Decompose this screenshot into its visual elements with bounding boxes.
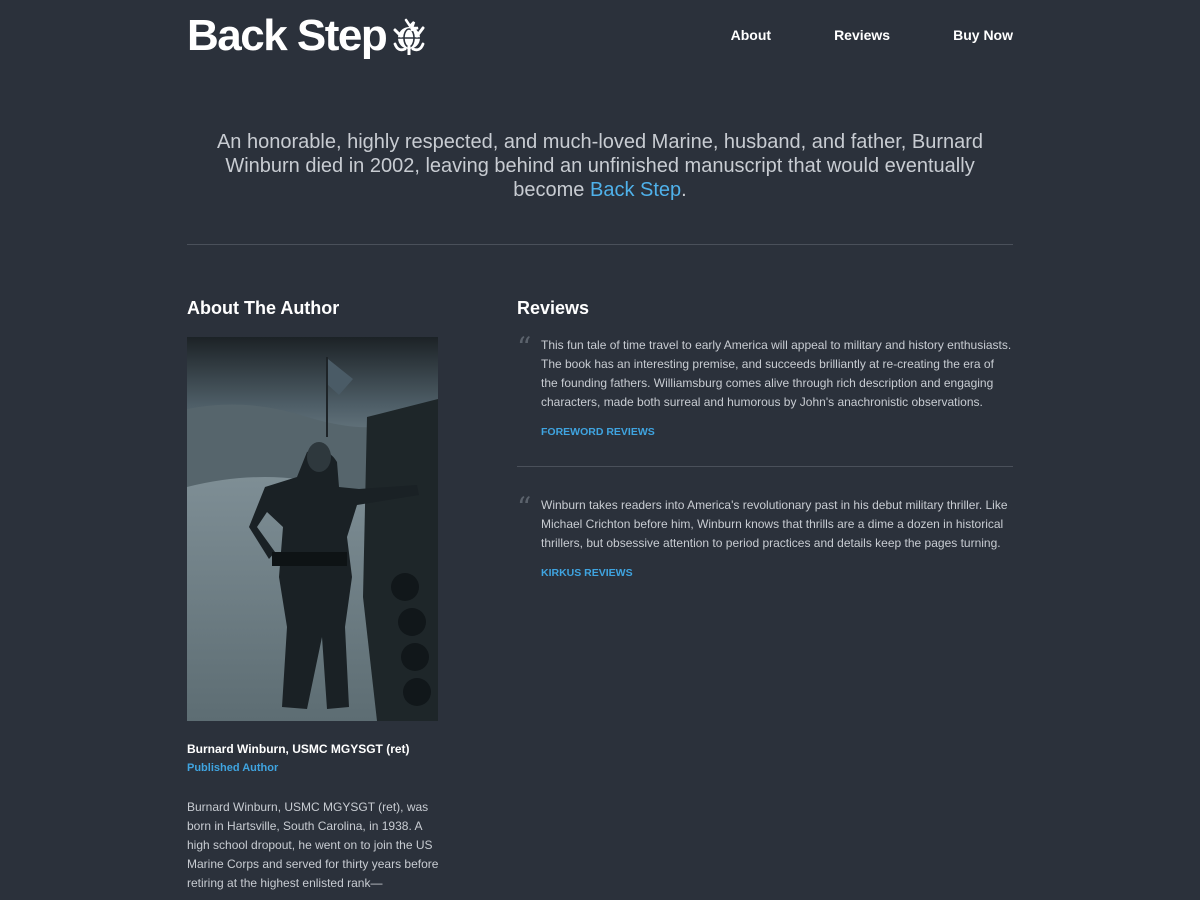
quote-icon: “: [517, 331, 532, 364]
intro-book-link[interactable]: Back Step: [589, 179, 682, 201]
review-text: This fun tale of time travel to early America will appeal to military and history enthusiasts. The book has an interesting premise, and succeeds brilliantly at re-creating the era of the founding fathers. Williamsburg comes alive through rich description and engaging characters, made both surreal and humorous by John's anachronistic observations.: [541, 338, 1012, 409]
author-photo-image: [187, 337, 438, 721]
review-divider: [517, 466, 1013, 467]
review-item: [517, 331, 1013, 440]
page-container: [187, 0, 1013, 890]
author-heading: About The Author: [187, 298, 340, 318]
review-text: Winburn takes readers into America's revolutionary past in his debut military thriller. Like Michael Crichton before him, Winburn knows that thrills are a dime a dozen in historical thrillers, but obsessive attention to period practices and details keep the pages turning.: [541, 498, 1008, 550]
intro-suffix: .: [681, 179, 687, 201]
site-header: [187, 0, 1013, 80]
nav-about-link[interactable]: About: [730, 27, 772, 43]
review-source-link[interactable]: KIRKUS REVIEWS: [541, 567, 633, 579]
reviews-section: [517, 297, 1013, 581]
author-photo: [187, 337, 438, 721]
intro-text: An honorable, highly respected, and much-loved Marine, husband, and father, Burnard Winburn died in 2002, leaving behind an unfinished manuscript that would eventually become: [216, 131, 984, 201]
reviews-heading: Reviews: [517, 298, 590, 318]
intro-statement: [187, 130, 1013, 202]
author-role: Published Author: [187, 762, 279, 774]
quote-icon: “: [517, 491, 532, 524]
nav-reviews-link[interactable]: Reviews: [834, 27, 891, 43]
main-nav: [668, 27, 1013, 43]
review-source-link[interactable]: FOREWORD REVIEWS: [541, 426, 655, 438]
review-item: [517, 491, 1013, 581]
section-divider: [187, 244, 1013, 245]
site-logo[interactable]: [187, 12, 426, 60]
marine-emblem-icon: [392, 16, 426, 56]
author-name: Burnard Winburn, USMC MGYSGT (ret): [187, 742, 410, 756]
about-author-section: [187, 297, 439, 893]
logo-text: Back Step: [187, 11, 387, 60]
nav-buy-now-link[interactable]: Buy Now: [953, 27, 1013, 43]
author-bio: Burnard Winburn, USMC MGYSGT (ret), was born in Hartsville, South Carolina, in 1938. A high school dropout, he went on to join the US Marine Corps and served for thirty years before retiring at the highest enlisted rank—: [187, 800, 439, 890]
